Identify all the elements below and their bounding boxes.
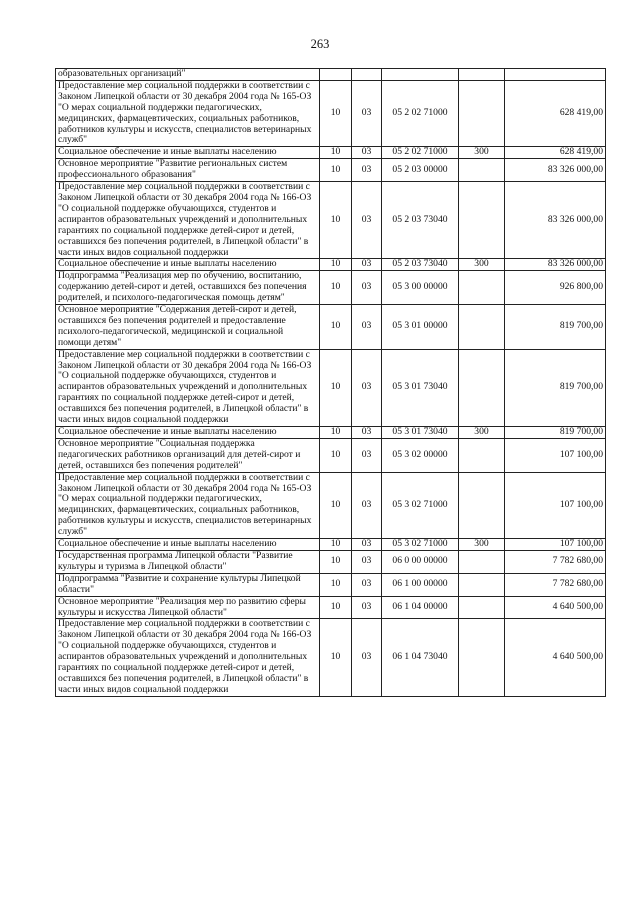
subsection-code-cell: 03 [352,539,382,551]
row-name-cell: Подпрограмма "Реализация мер по обучению, воспитанию, содержанию детей-сирот и детей, оставшихся без попечения родителей, и психолого-педагогическая помощь детям" [56,271,320,305]
table-row [56,305,606,350]
table-row [56,573,606,596]
target-article-cell: 05 2 03 73040 [382,259,459,271]
row-name-cell: Предоставление мер социальной поддержки в соответствии с Законом Липецкой области от 30 декабря 2004 года № 165-ОЗ "О мерах социальной поддержки педагогических, медицинских, фармацевтических, социальных работников, работников культуры и искусств, специалистов ветеринарных служб" [56,472,320,538]
table-row [56,259,606,271]
row-name-cell: Предоставление мер социальной поддержки в соответствии с Законом Липецкой области от 30 декабря 2004 года № 166-ОЗ "О социальной поддержке обучающихся, студентов и аспирантов образовательных учреждений и дополнительных гарантиях по социальной поддержке детей-сирот и детей, оставшихся без попечения родителей, в Липецкой области" в части иных видов социальной поддержки [56,619,320,696]
expense-type-cell [459,271,505,305]
amount-cell: 107 100,00 [505,472,606,538]
section-code-cell: 10 [320,539,352,551]
budget-table [55,68,606,697]
amount-cell: 83 326 000,00 [505,259,606,271]
table-row [56,472,606,538]
amount-cell: 628 419,00 [505,147,606,159]
expense-type-cell [459,438,505,472]
amount-cell: 107 100,00 [505,438,606,472]
amount-cell: 819 700,00 [505,427,606,439]
expense-type-cell [459,573,505,596]
target-article-cell: 06 0 00 00000 [382,550,459,573]
subsection-code-cell: 03 [352,427,382,439]
row-name-cell: Основное мероприятие "Содержания детей-сирот и детей, оставшихся без попечения родителей и предоставление психолого-педагогической, медицинской и социальной помощи детям" [56,305,320,350]
amount-cell: 819 700,00 [505,349,606,426]
expense-type-cell: 300 [459,147,505,159]
amount-cell: 107 100,00 [505,539,606,551]
subsection-code-cell: 03 [352,147,382,159]
row-name-cell: Социальное обеспечение и иные выплаты населению [56,259,320,271]
row-name-cell: Предоставление мер социальной поддержки в соответствии с Законом Липецкой области от 30 декабря 2004 года № 165-ОЗ "О мерах социальной поддержки педагогических, медицинских, фармацевтических, социальных работников, работников культуры и искусств, специалистов ветеринарных служб" [56,80,320,146]
expense-type-cell [459,182,505,259]
target-article-cell: 06 1 04 73040 [382,619,459,696]
expense-type-cell [459,349,505,426]
table-row [56,80,606,146]
expense-type-cell [459,472,505,538]
section-code-cell: 10 [320,271,352,305]
target-article-cell: 05 2 02 71000 [382,147,459,159]
amount-cell: 83 326 000,00 [505,159,606,182]
target-article-cell [382,69,459,81]
row-name-cell: Предоставление мер социальной поддержки в соответствии с Законом Липецкой области от 30 декабря 2004 года № 166-ОЗ "О социальной поддержке обучающихся, студентов и аспирантов образовательных учреждений и дополнительных гарантиях по социальной поддержке детей-сирот и детей, оставшихся без попечения родителей, в Липецкой области" в части иных видов социальной поддержки [56,349,320,426]
table-row [56,596,606,619]
section-code-cell: 10 [320,619,352,696]
subsection-code-cell: 03 [352,349,382,426]
target-article-cell: 05 2 03 00000 [382,159,459,182]
table-row [56,550,606,573]
expense-type-cell: 300 [459,539,505,551]
section-code-cell: 10 [320,182,352,259]
subsection-code-cell: 03 [352,159,382,182]
section-code-cell: 10 [320,80,352,146]
amount-cell [505,69,606,81]
subsection-code-cell: 03 [352,80,382,146]
row-name-cell: Социальное обеспечение и иные выплаты населению [56,427,320,439]
table-row [56,438,606,472]
row-name-cell: Государственная программа Липецкой области "Развитие культуры и туризма в Липецкой области" [56,550,320,573]
target-article-cell: 05 3 00 00000 [382,271,459,305]
row-name-cell: образовательных организаций" [56,69,320,81]
subsection-code-cell: 03 [352,259,382,271]
section-code-cell [320,69,352,81]
subsection-code-cell: 03 [352,472,382,538]
table-row [56,427,606,439]
table-row [56,159,606,182]
row-name-cell: Основное мероприятие "Развитие региональных систем профессионального образования" [56,159,320,182]
row-name-cell: Основное мероприятие "Реализация мер по развитию сферы культуры и искусства Липецкой области" [56,596,320,619]
row-name-cell: Социальное обеспечение и иные выплаты населению [56,147,320,159]
amount-cell: 4 640 500,00 [505,619,606,696]
page-number: 263 [310,37,330,51]
section-code-cell: 10 [320,147,352,159]
table-row [56,349,606,426]
amount-cell: 926 800,00 [505,271,606,305]
section-code-cell: 10 [320,349,352,426]
expense-type-cell [459,596,505,619]
table-row [56,182,606,259]
target-article-cell: 06 1 00 00000 [382,573,459,596]
section-code-cell: 10 [320,573,352,596]
section-code-cell: 10 [320,472,352,538]
section-code-cell: 10 [320,159,352,182]
subsection-code-cell: 03 [352,550,382,573]
amount-cell: 83 326 000,00 [505,182,606,259]
section-code-cell: 10 [320,427,352,439]
table-row [56,271,606,305]
target-article-cell: 05 3 01 00000 [382,305,459,350]
amount-cell: 4 640 500,00 [505,596,606,619]
target-article-cell: 05 2 03 73040 [382,182,459,259]
expense-type-cell [459,80,505,146]
subsection-code-cell [352,69,382,81]
target-article-cell: 05 3 02 71000 [382,539,459,551]
target-article-cell: 05 2 02 71000 [382,80,459,146]
row-name-cell: Основное мероприятие "Социальная поддержка педагогических работников организаций для детей-сирот и детей, оставшихся без попечения родителей" [56,438,320,472]
subsection-code-cell: 03 [352,619,382,696]
section-code-cell: 10 [320,259,352,271]
target-article-cell: 06 1 04 00000 [382,596,459,619]
subsection-code-cell: 03 [352,182,382,259]
expense-type-cell [459,619,505,696]
target-article-cell: 05 3 01 73040 [382,349,459,426]
table-row [56,147,606,159]
target-article-cell: 05 3 02 71000 [382,472,459,538]
amount-cell: 819 700,00 [505,305,606,350]
expense-type-cell [459,69,505,81]
section-code-cell: 10 [320,438,352,472]
section-code-cell: 10 [320,596,352,619]
table-row [56,539,606,551]
row-name-cell: Предоставление мер социальной поддержки в соответствии с Законом Липецкой области от 30 декабря 2004 года № 166-ОЗ "О социальной поддержке обучающихся, студентов и аспирантов образовательных учреждений и дополнительных гарантиях по социальной поддержке детей-сирот и детей, оставшихся без попечения родителей, в Липецкой области" в части иных видов социальной поддержки [56,182,320,259]
table-row [56,619,606,696]
subsection-code-cell: 03 [352,596,382,619]
subsection-code-cell: 03 [352,438,382,472]
subsection-code-cell: 03 [352,305,382,350]
expense-type-cell: 300 [459,427,505,439]
subsection-code-cell: 03 [352,271,382,305]
expense-type-cell: 300 [459,259,505,271]
amount-cell: 7 782 680,00 [505,573,606,596]
subsection-code-cell: 03 [352,573,382,596]
target-article-cell: 05 3 02 00000 [382,438,459,472]
budget-table-body [56,69,606,697]
expense-type-cell [459,550,505,573]
row-name-cell: Подпрограмма "Развитие и сохранение культуры Липецкой области" [56,573,320,596]
table-row [56,69,606,81]
section-code-cell: 10 [320,550,352,573]
row-name-cell: Социальное обеспечение и иные выплаты населению [56,539,320,551]
target-article-cell: 05 3 01 73040 [382,427,459,439]
amount-cell: 7 782 680,00 [505,550,606,573]
expense-type-cell [459,305,505,350]
section-code-cell: 10 [320,305,352,350]
amount-cell: 628 419,00 [505,80,606,146]
expense-type-cell [459,159,505,182]
